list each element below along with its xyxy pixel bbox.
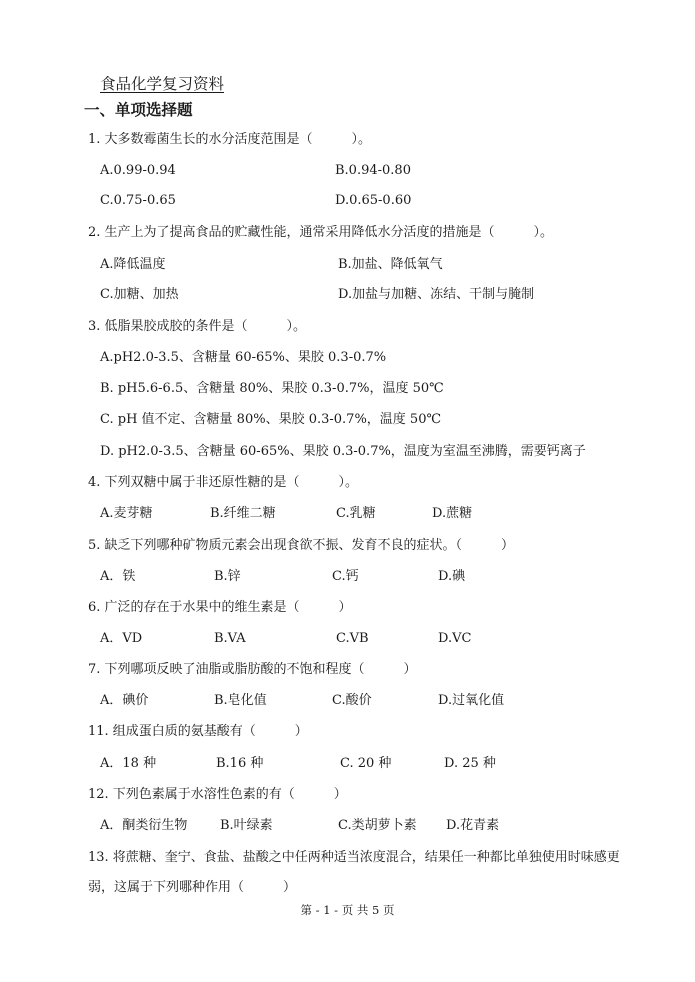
question-6-stem: 6. 广泛的存在于水果中的维生素是（ ） xyxy=(88,600,352,615)
q4-option-b: B.纤维二糖 xyxy=(210,506,276,521)
question-7-stem: 7. 下列哪项反映了油脂或脂肪酸的不饱和程度（ ） xyxy=(88,662,417,677)
q7-option-d: D.过氧化值 xyxy=(438,693,505,708)
q1-option-b: B.0.94-0.80 xyxy=(335,163,411,178)
page-footer: 第 - 1 - 页 共 5 页 xyxy=(300,903,395,917)
q5-option-a: A．铁 xyxy=(100,569,136,584)
q5-option-c: C.钙 xyxy=(332,569,359,584)
question-3-stem: 3. 低脂果胶成胶的条件是（ ）。 xyxy=(88,319,307,334)
q12-option-d: D.花青素 xyxy=(446,818,500,833)
q3-option-b: B. pH5.6-6.5、含糖量 80%、果胶 0.3-0.7%，温度 50℃ xyxy=(100,381,444,396)
q2-option-c: C.加糖、加热 xyxy=(100,287,179,302)
question-4-stem: 4. 下列双糖中属于非还原性糖的是（ ）。 xyxy=(88,475,359,490)
q7-option-a: A．碘价 xyxy=(100,693,149,708)
q3-option-d: D. pH2.0-3.5、含糖量 60-65%、果胶 0.3-0.7%，温度为室温至沸腾，需要钙离子 xyxy=(100,444,586,459)
q7-option-b: B.皂化值 xyxy=(214,693,267,708)
q12-option-c: C.类胡萝卜素 xyxy=(338,818,417,833)
q6-option-b: B.VA xyxy=(214,631,246,646)
question-11-stem: 11. 组成蛋白质的氨基酸有（ ） xyxy=(88,724,308,739)
q4-option-a: A.麦芽糖 xyxy=(100,506,153,521)
q5-option-d: D.碘 xyxy=(438,569,466,584)
q5-option-b: B.锌 xyxy=(214,569,241,584)
q6-option-a: A．VD xyxy=(100,631,143,646)
q11-option-c: C. 20 种 xyxy=(340,756,392,771)
section-heading: 一、单项选择题 xyxy=(84,101,193,119)
q1-option-d: D.0.65-0.60 xyxy=(335,193,412,208)
question-13-stem-line-2: 弱，这属于下列哪种作用（ ） xyxy=(88,880,297,895)
q12-option-b: B.叶绿素 xyxy=(220,818,273,833)
document-title: 食品化学复习资料 xyxy=(100,75,225,93)
q11-option-d: D. 25 种 xyxy=(444,756,496,771)
question-1-stem: 1. 大多数霉菌生长的水分活度范围是（ ）。 xyxy=(88,132,372,147)
q3-option-c: C. pH 值不定、含糖量 80%、果胶 0.3-0.7%，温度 50℃ xyxy=(100,412,442,427)
q7-option-c: C.酸价 xyxy=(332,693,372,708)
q4-option-c: C.乳糖 xyxy=(336,506,376,521)
q2-option-d: D.加盐与加糖、冻结、干制与腌制 xyxy=(338,287,535,302)
q12-option-a: A．酮类衍生物 xyxy=(100,818,188,833)
question-13-stem-line-1: 13. 将蔗糖、奎宁、食盐、盐酸之中任两种适当浓度混合，结果任一种都比单独使用时味感更 xyxy=(88,850,620,865)
q11-option-a: A．18 种 xyxy=(100,756,157,771)
q6-option-d: D.VC xyxy=(438,631,472,646)
q2-option-a: A.降低温度 xyxy=(100,257,166,272)
question-2-stem: 2. 生产上为了提高食品的贮藏性能，通常采用降低水分活度的措施是（ ）。 xyxy=(88,225,554,240)
q3-option-a: A.pH2.0-3.5、含糖量 60-65%、果胶 0.3-0.7% xyxy=(100,350,387,365)
q6-option-c: C.VB xyxy=(336,631,369,646)
q2-option-b: B.加盐、降低氧气 xyxy=(338,257,443,272)
q4-option-d: D.蔗糖 xyxy=(432,506,473,521)
question-5-stem: 5. 缺乏下列哪种矿物质元素会出现食欲不振、发育不良的症状。（ ） xyxy=(88,538,515,553)
q1-option-c: C.0.75-0.65 xyxy=(100,193,176,208)
q1-option-a: A.0.99-0.94 xyxy=(100,163,176,178)
q11-option-b: B.16 种 xyxy=(216,756,264,771)
question-12-stem: 12. 下列色素属于水溶性色素的有（ ） xyxy=(88,787,347,802)
